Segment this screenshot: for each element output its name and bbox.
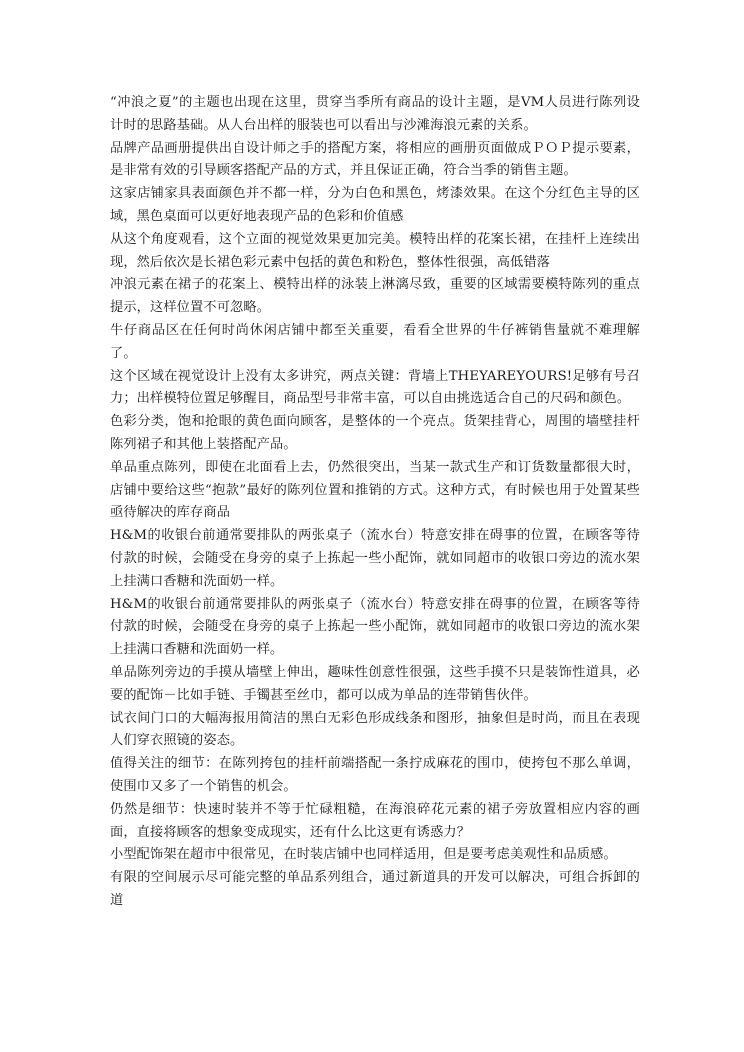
document-body (110, 92, 640, 913)
paragraph-10: H&M的收银台前通常要排队的两张桌子（流水台）特意安排在碍事的位置，在顾客等待付款的时候，会随受在身旁的桌子上拣起一些小配饰，就如同超市的收银口旁边的流水架上挂满口香糖和洗面奶一样。 (110, 528, 640, 589)
paragraph-1: “冲浪之夏”的主题也出现在这里，贯穿当季所有商品的设计主题，是VM人员进行陈列设计时的思路基础。从人台出样的服装也可以看出与沙滩海浪元素的关系。 (110, 95, 640, 133)
paragraph-11: H&M的收银台前通常要排队的两张桌子（流水台）特意安排在碍事的位置，在顾客等待付款的时候，会随受在身旁的桌子上拣起一些小配饰，就如同超市的收银口旁边的流水架上挂满口香糖和洗面奶一样。 (110, 596, 640, 658)
paragraph-4: 从这个角度观看，这个立面的视觉效果更加完美。模特出样的花案长裙，在挂杆上连续出现，然后依次是长裙色彩元素中包括的黄色和粉色，整体性很强，高低错落 (110, 231, 640, 270)
paragraph-8: 色彩分类，饱和抢眼的黄色面向顾客，是整体的一个亮点。货架挂背心，周围的墙壁挂杆陈列裙子和其他上装搭配产品。 (110, 414, 640, 452)
paragraph-16: 小型配饰架在超市中很常见，在时装店铺中也同样适用，但是要考虑美观性和品质感。 (110, 847, 617, 863)
paragraph-12: 单品陈列旁边的手摸从墙壁上伸出，趣味性创意性很强，这些手摸不只是装饰性道具，必要的配饰－比如手链、手镯甚至丝巾，都可以成为单品的连带销售伙伴。 (110, 664, 640, 703)
paragraph-14: 值得关注的细节：在陈列挎包的挂杆前端搭配一条拧成麻花的围巾，使挎包不那么单调，使围巾又多了一个销售的机会。 (110, 756, 640, 794)
paragraph-2: 品牌产品画册提供出自设计师之手的搭配方案，将相应的画册页面做成ＰＯＰ提示要素，是非常有效的引导顾客搭配产品的方式，并且保证正确，符合当季的销售主题。 (110, 140, 640, 179)
paragraph-17: 有限的空间展示尽可能完整的单品系列组合，通过新道具的开发可以解决，可组合拆卸的道 (110, 870, 640, 908)
paragraph-13: 试衣间门口的大幅海报用简洁的黑白无彩色形成线条和图形，抽象但是时尚，而且在表现人们穿衣照镜的姿态。 (110, 710, 640, 749)
paragraph-7: 这个区域在视觉设计上没有太多讲究，两点关键：背墙上THEYAREYOURS!足够有号召力；出样模特位置足够醒目，商品型号非常丰富，可以自由挑选适合自己的尺码和颜色。 (110, 368, 640, 407)
paragraph-15: 仍然是细节：快速时装并不等于忙碌粗糙，在海浪碎花元素的裙子旁放置相应内容的画面，直接将顾客的想象变成现实，还有什么比这更有诱惑力？ (110, 801, 640, 840)
paragraph-9: 单品重点陈列，即使在北面看上去，仍然很突出，当某一款式生产和订货数量都很大时，店铺中要给这些“抱款”最好的陈列位置和推销的方式。这种方式，有时候也用于处置某些亟待解决的库存商品 (110, 459, 640, 521)
paragraph-5: 冲浪元素在裙子的花案上、模特出样的泳装上淋漓尽致，重要的区域需要模特陈列的重点提示，这样位置不可忽略。 (110, 277, 640, 316)
paragraph-3: 这家店铺家具表面颜色并不都一样，分为白色和黑色，烤漆效果。在这个分红色主导的区域，黑色桌面可以更好地表现产品的色彩和价值感 (110, 186, 640, 224)
paragraph-6: 牛仔商品区在任何时尚休闲店铺中都至关重要，看看全世界的牛仔裤销售量就不难理解了。 (110, 322, 640, 361)
